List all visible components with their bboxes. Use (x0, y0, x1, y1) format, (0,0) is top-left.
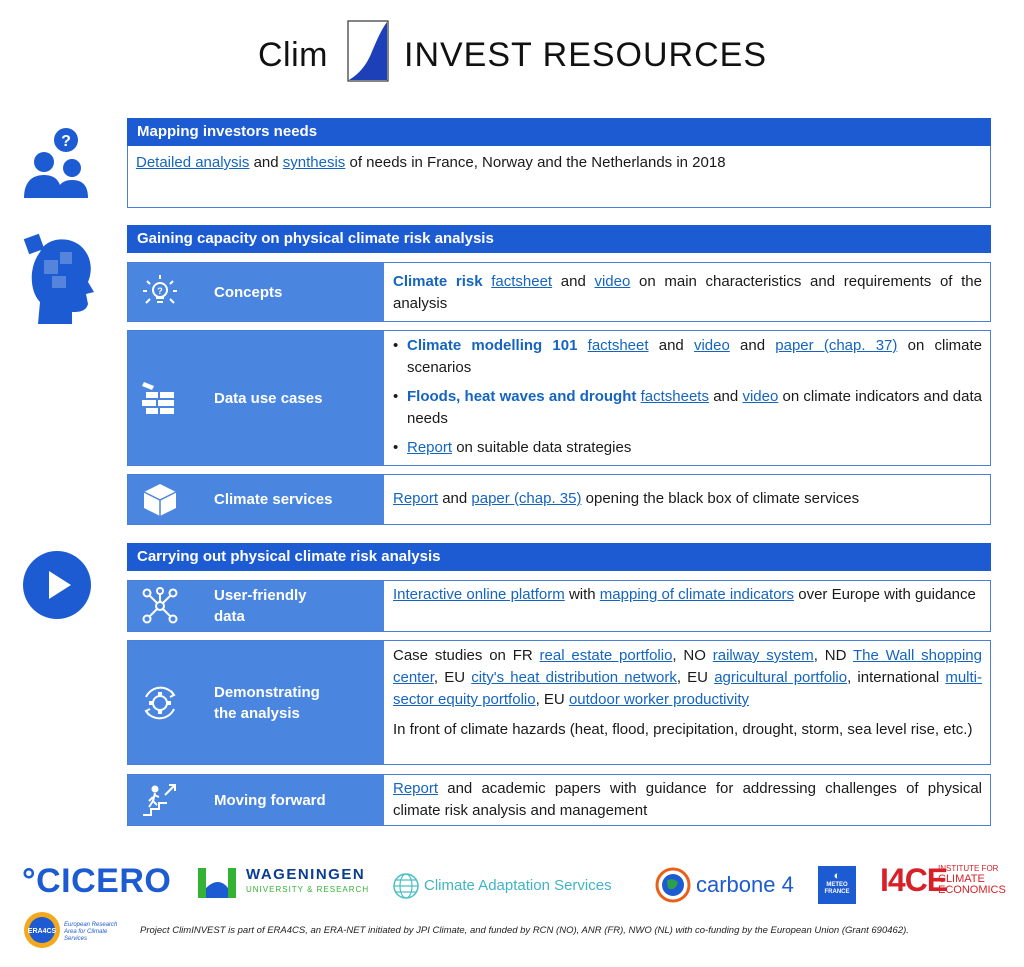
era-title-text: European Research Area for Climate Services (64, 922, 118, 942)
text-span: on main characteristics and requirements of the analysis (393, 273, 982, 312)
list-item: • Climate modelling 101 factsheet and video and paper (chap. 37) on climate scenarios (393, 337, 983, 376)
meteo-text: METEO (826, 882, 848, 888)
text-span: and (442, 490, 468, 507)
text-span: , ND (813, 647, 847, 664)
wageningen-sub-text: UNIVERSITY & RESEARCH (246, 885, 370, 894)
wageningen-logo (198, 866, 378, 906)
concepts-label: Concepts (214, 283, 283, 301)
text-span: over Europe with guidance (798, 586, 976, 603)
modelling-video-link[interactable]: video (693, 337, 730, 354)
data-use-text (384, 331, 990, 465)
paper-chap35-link[interactable]: paper (chap. 35) (471, 490, 582, 507)
text-span: on climate scenarios (407, 337, 983, 376)
footnote: Project ClimINVEST is part of ERA4CS, an ERA-NET initiated by JPI Climate, and funded by RCN (NO), ANR (FR), NWO (NL) with co-funding by the European Union (Grant 690462). (140, 925, 909, 936)
data-use-label: Data use cases (214, 389, 323, 407)
hazards-paragraph: In front of climate hazards (heat, flood, precipitation, drought, storm, sea level rise, etc.) (393, 721, 973, 738)
modelling-factsheet-link[interactable]: factsheet (587, 337, 649, 354)
user-friendly-label: User-friendly data (214, 587, 307, 625)
bricks-icon (140, 378, 180, 418)
text-span: , EU (676, 669, 709, 686)
demonstrating-text (384, 641, 990, 764)
forward-report-link[interactable]: Report (393, 780, 439, 797)
demonstrating-label: Demonstrating the analysis (214, 683, 320, 722)
era4cs-logo (22, 910, 132, 952)
text-span: and (713, 388, 739, 405)
data-strategies-report-link[interactable]: Report (407, 439, 453, 456)
text-span: , EU (535, 691, 565, 708)
text-span: , international (847, 669, 940, 686)
worker-productivity-link[interactable]: outdoor worker productivity (568, 691, 750, 708)
era-badge-text: ERA4CS (27, 928, 57, 935)
text-span: on climate indicators and data needs (407, 388, 982, 427)
climinvest-logo (347, 20, 389, 82)
text-span: with (568, 586, 596, 603)
i4ce-text: I4CE (880, 862, 948, 898)
demonstrating-row (127, 640, 991, 765)
carbone4-logo (654, 866, 804, 906)
cas-logo (392, 872, 642, 900)
globe-icon (392, 872, 420, 900)
text-span: and (740, 337, 766, 354)
text-span: Case studies on FR (393, 647, 533, 664)
france-text: FRANCE (824, 889, 850, 895)
the-wall-link[interactable]: The Wall shopping center (393, 647, 982, 686)
text-span: , EU (433, 669, 466, 686)
meteo-mark-icon: ◐ (833, 870, 841, 882)
era4cs-badge-icon (22, 910, 62, 950)
concepts-row (127, 262, 991, 322)
text-span: , NO (672, 647, 706, 664)
gaining-section (127, 225, 991, 253)
text-span: and academic papers with guidance for addressing challenges of physical climate risk analysis and management (393, 780, 982, 819)
page-title (0, 28, 1024, 88)
moving-forward-text (384, 775, 990, 825)
concepts-factsheet-link[interactable]: factsheet (491, 273, 553, 290)
title-invest-resources: INVEST RESOURCES (404, 36, 768, 74)
lightbulb-icon (141, 273, 179, 311)
i4ce-sub (938, 864, 1006, 896)
wageningen-mark-icon (198, 868, 236, 898)
cas-text: Climate Adaptation Services (424, 877, 612, 894)
title-clim: Clim (258, 36, 328, 74)
concepts-video-link[interactable]: video (594, 273, 631, 290)
mapping-header: Mapping investors needs (127, 118, 991, 146)
list-item: • Report on suitable data strategies (393, 439, 632, 456)
carrying-header: Carrying out physical climate risk analysis (127, 543, 991, 571)
mapping-rest-text: of needs in France, Norway and the Netherlands in 2018 (349, 154, 726, 171)
carbone-globe-icon (654, 866, 692, 904)
investor-needs-icon (22, 126, 92, 202)
cube-icon (142, 482, 178, 518)
text-span: on suitable data strategies (456, 439, 632, 456)
services-report-link[interactable]: Report (393, 490, 439, 507)
head-puzzle-icon (22, 232, 96, 326)
data-use-row (127, 330, 991, 466)
bold-text: Climate modelling 101 (407, 337, 578, 354)
gaining-header: Gaining capacity on physical climate risk analysis (127, 225, 991, 253)
mapping-section (127, 118, 991, 208)
detailed-analysis-link[interactable]: Detailed analysis (136, 154, 250, 171)
text-span: opening the black box of climate services (585, 490, 860, 507)
synthesis-link[interactable]: synthesis (282, 154, 346, 171)
wageningen-text: WAGENINGEN (246, 866, 366, 883)
moving-forward-label: Moving forward (214, 791, 326, 809)
carbone-text: carbone 4 (696, 872, 794, 897)
mapping-indicators-link[interactable]: mapping of climate indicators (599, 586, 795, 603)
floods-factsheets-link[interactable]: factsheets (640, 388, 709, 405)
heat-network-link[interactable]: city's heat distribution network (471, 669, 677, 686)
moving-forward-row (127, 774, 991, 826)
i4ce-logo (880, 862, 1006, 902)
network-icon (141, 587, 179, 625)
text-span: and (560, 273, 586, 290)
play-icon (22, 550, 92, 620)
list-item: • Floods, heat waves and drought factsheets and video on climate indicators and data needs (393, 388, 982, 427)
cicero-logo: °CICERO (22, 862, 172, 900)
railway-link[interactable]: railway system (712, 647, 814, 664)
concepts-text (384, 263, 990, 321)
carrying-section (127, 543, 991, 571)
paper-chap37-link[interactable]: paper (chap. 37) (775, 337, 898, 354)
agricultural-link[interactable]: agricultural portfolio (714, 669, 848, 686)
i4ce-sub-line: INSTITUTE FOR (938, 864, 999, 873)
i4ce-sub-line: ECONOMICS (938, 884, 1006, 896)
real-estate-link[interactable]: real estate portfolio (539, 647, 673, 664)
climate-services-row (127, 474, 991, 525)
svg-text:?: ? (157, 286, 163, 296)
gear-cycle-icon (140, 683, 180, 723)
interactive-platform-link[interactable]: Interactive online platform (393, 586, 565, 603)
bold-text: Floods, heat waves and drought (407, 388, 637, 405)
climate-services-label: Climate services (214, 491, 333, 508)
text-span: and (658, 337, 684, 354)
i4ce-sub-line: CLIMATE (938, 873, 985, 885)
svg-text:?: ? (61, 133, 71, 150)
and-text: and (253, 154, 279, 171)
user-friendly-text (384, 581, 990, 631)
climate-services-text (384, 475, 990, 524)
user-friendly-row (127, 580, 991, 632)
climbing-stairs-icon (141, 781, 179, 819)
mapping-body (127, 146, 991, 208)
climate-risk-text: Climate risk (393, 273, 483, 290)
equity-link[interactable]: multi-sector equity portfolio (393, 669, 982, 708)
meteo-france-logo (818, 866, 856, 904)
case-studies-paragraph (393, 645, 982, 711)
floods-video-link[interactable]: video (742, 388, 779, 405)
